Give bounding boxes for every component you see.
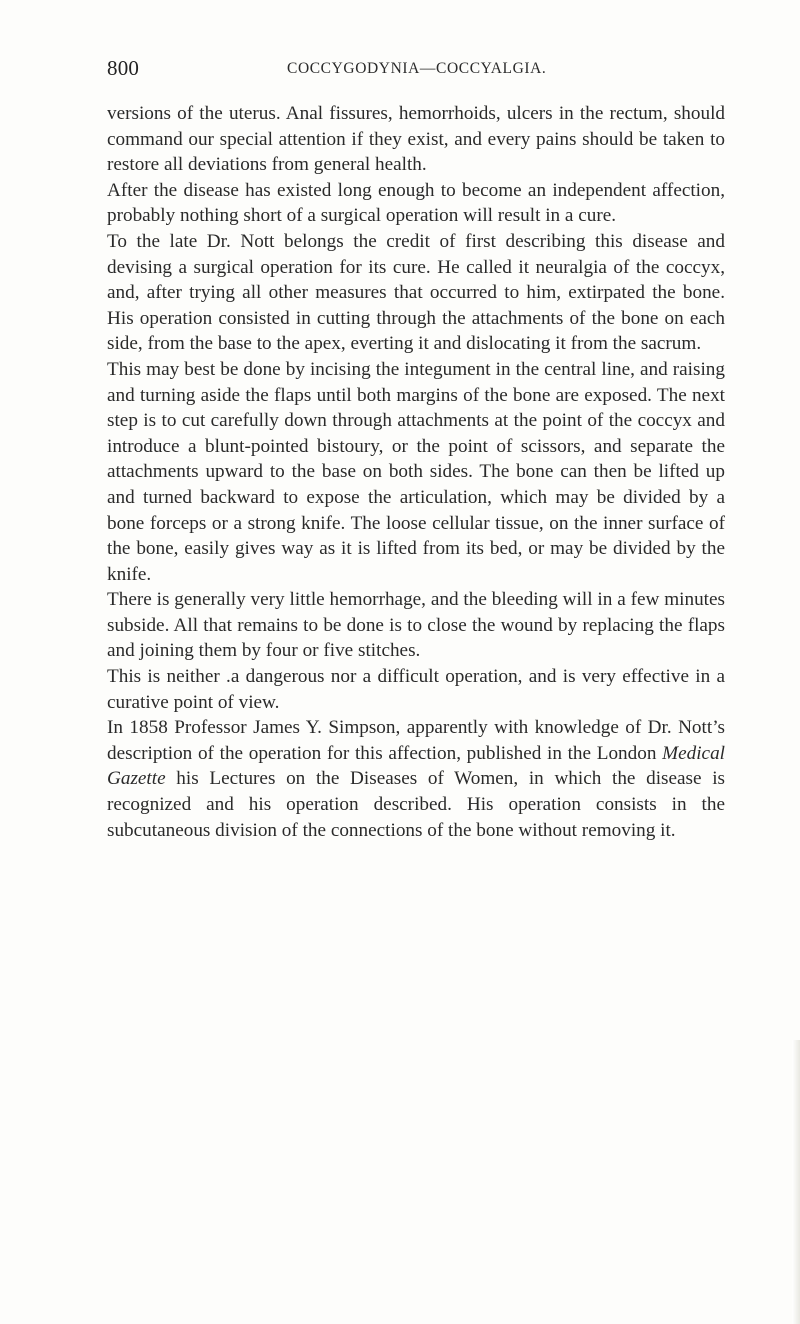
page-edge-shadow xyxy=(792,1040,800,1324)
page-number: 800 xyxy=(107,56,140,80)
paragraph-7-before: In 1858 Professor James Y. Simpson, apparently with knowledge of Dr. Nott’s description of the operation for this affection, published in the London xyxy=(107,717,725,764)
paragraph-4: This may best be done by incising the integument in the central line, and raising and turning aside the flaps until both margins of the bone are exposed. The next step is to cut carefully down through attachments at the point of the coccyx and introduce a blunt-pointed bistoury, or the point of scissors, and separate the attachments upward to the base on both sides. The bone can then be lifted up and turned backward to expose the articulation, which may be divided by a bone forceps or a strong knife. The loose cellular tissue, on the inner surface of the bone, easily gives way as it is lifted from its bed, or may be divided by the knife. xyxy=(107,358,725,585)
paragraph-1: versions of the uterus. Anal fissures, hemorrhoids, ulcers in the rectum, should command our special attention if they exist, and every pains should be taken to restore all deviations from general health. xyxy=(107,103,725,176)
paragraph-2: After the disease has existed long enough to become an independent affection, probably nothing short of a surgical operation will result in a cure. xyxy=(107,179,725,227)
paragraph-3: To the late Dr. Nott belongs the credit of first describing this disease and devising a surgical operation for its cure. He called it neuralgia of the coccyx, and, after trying all other measures that occurred to him, extirpated the bone. His operation consisted in cutting through the attachments of the bone on each side, from the base to the apex, everting it and dislocating it from the sacrum. xyxy=(107,230,725,355)
paragraph-7-after: his Lectures on the Diseases of Women, in which the disease is recognized and his operation described. His operation consists in the subcutaneous division of the connections of the bone without removing it. xyxy=(107,768,725,841)
paragraph-7 xyxy=(107,715,725,843)
page-header xyxy=(107,56,725,84)
running-title: COCCYGODYNIA—COCCYALGIA. xyxy=(287,60,547,77)
paragraph-6: This is neither .a dangerous nor a difficult operation, and is very effective in a curative point of view. xyxy=(107,666,725,713)
journal-title: Medical Gazette xyxy=(107,742,725,790)
body-text xyxy=(107,101,725,843)
paragraph-5: There is generally very little hemorrhage, and the bleeding will in a few minutes subside. All that remains to be done is to close the wound by replacing the flaps and joining them by four or five stitches. xyxy=(107,589,725,662)
